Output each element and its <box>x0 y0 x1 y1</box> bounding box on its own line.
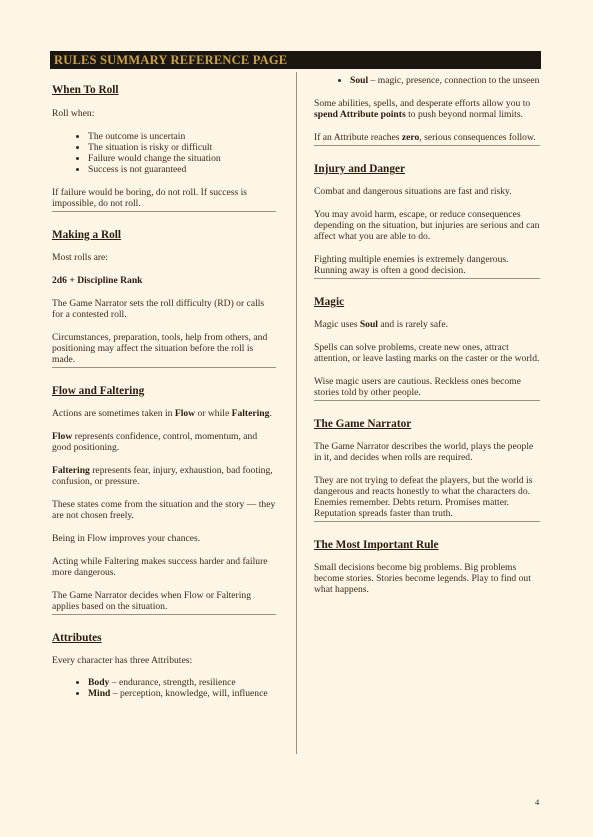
page-banner: RULES SUMMARY REFERENCE PAGE <box>50 51 541 69</box>
list-item: • Body – endurance, strength, resilience <box>88 677 276 688</box>
flow-p3: Faltering represents fear, injury, exhaustion, bad footing, confusion, or pressure. <box>52 465 273 487</box>
roll-formula: 2d6 + Discipline Rank <box>52 275 143 286</box>
heading-important-rule: The Most Important Rule <box>314 539 439 551</box>
making-roll-p1: The Game Narrator sets the roll difficulty (RD) or calls for a contested roll. <box>52 298 265 320</box>
section-divider <box>52 211 276 212</box>
section-divider <box>314 278 540 279</box>
heading-attributes: Attributes <box>52 632 102 644</box>
flow-p1: Actions are sometimes taken in Flow or while Faltering. <box>52 408 272 419</box>
injury-p3: Fighting multiple enemies is extremely dangerous. Running away is often a good decision. <box>314 254 509 276</box>
injury-p2: You may avoid harm, escape, or reduce consequences depending on the situation, but injuries are serious and can affect what you are able to do. <box>314 209 540 242</box>
magic-p1: Magic uses Soul and is rarely safe. <box>314 319 449 330</box>
narrator-p1: The Game Narrator describes the world, plays the people in it, and decides when rolls are required. <box>314 441 534 463</box>
list-item: • The situation is risky or difficult <box>88 142 276 153</box>
magic-p2: Spells can solve problems, create new ones, attract attention, or leave lasting marks on the caster or the world. <box>314 342 540 364</box>
section-divider <box>314 145 540 146</box>
list-item: • Failure would change the situation <box>88 153 276 164</box>
when-to-roll-outro: If failure would be boring, do not roll. If success is impossible, do not roll. <box>52 187 248 209</box>
attributes-p2: If an Attribute reaches zero, serious consequences follow. <box>314 132 536 143</box>
section-divider <box>314 521 540 522</box>
making-roll-p2: Circumstances, preparation, tools, help from others, and positioning may affect the situation before the roll is made. <box>52 332 268 365</box>
page-number: 4 <box>535 797 540 807</box>
flow-p4: These states come from the situation and the story — they are not chosen freely. <box>52 499 276 521</box>
when-to-roll-list <box>52 131 276 175</box>
heading-when-to-roll: When To Roll <box>52 84 119 96</box>
list-item: • Success is not guaranteed <box>88 164 276 175</box>
attributes-p1: Some abilities, spells, and desperate efforts allow you to spend Attribute points to push beyond normal limits. <box>314 98 531 120</box>
heading-making-a-roll: Making a Roll <box>52 229 122 241</box>
important-p1: Small decisions become big problems. Big problems become stories. Stories become legends. Play to find out what happens. <box>314 562 531 595</box>
when-to-roll-intro: Roll when: <box>52 108 95 119</box>
making-roll-intro: Most rolls are: <box>52 252 108 263</box>
list-item: • The outcome is uncertain <box>88 131 276 142</box>
heading-flow: Flow and Faltering <box>52 385 145 397</box>
attributes-list <box>52 677 276 699</box>
injury-p1: Combat and dangerous situations are fast and risky. <box>314 186 512 197</box>
flow-p7: The Game Narrator decides when Flow or Faltering applies based on the situation. <box>52 590 252 612</box>
attributes-intro: Every character has three Attributes: <box>52 655 193 666</box>
right-column <box>314 74 540 595</box>
flow-p5: Being in Flow improves your chances. <box>52 533 201 544</box>
section-divider <box>52 614 276 615</box>
list-item: • Soul – magic, presence, connection to the unseen <box>350 75 540 86</box>
section-divider <box>314 400 540 401</box>
column-divider <box>296 72 297 754</box>
section-divider <box>52 367 276 368</box>
heading-magic: Magic <box>314 296 345 308</box>
heading-narrator: The Game Narrator <box>314 418 412 430</box>
flow-p6: Acting while Faltering makes success harder and failure more dangerous. <box>52 556 268 578</box>
left-column <box>52 74 276 699</box>
magic-p3: Wise magic users are cautious. Reckless ones become stories told by other people. <box>314 376 521 398</box>
attributes-list-continued <box>314 75 540 86</box>
flow-p2: Flow represents confidence, control, momentum, and good positioning. <box>52 431 258 453</box>
list-item: • Mind – perception, knowledge, will, influence <box>88 688 276 699</box>
heading-injury: Injury and Danger <box>314 163 406 175</box>
narrator-p2: They are not trying to defeat the players, but the world is dangerous and reacts honestly to what the characters do. Enemies remember. Debts return. Promises matter. Reputation spreads faster than truth. <box>314 475 533 519</box>
